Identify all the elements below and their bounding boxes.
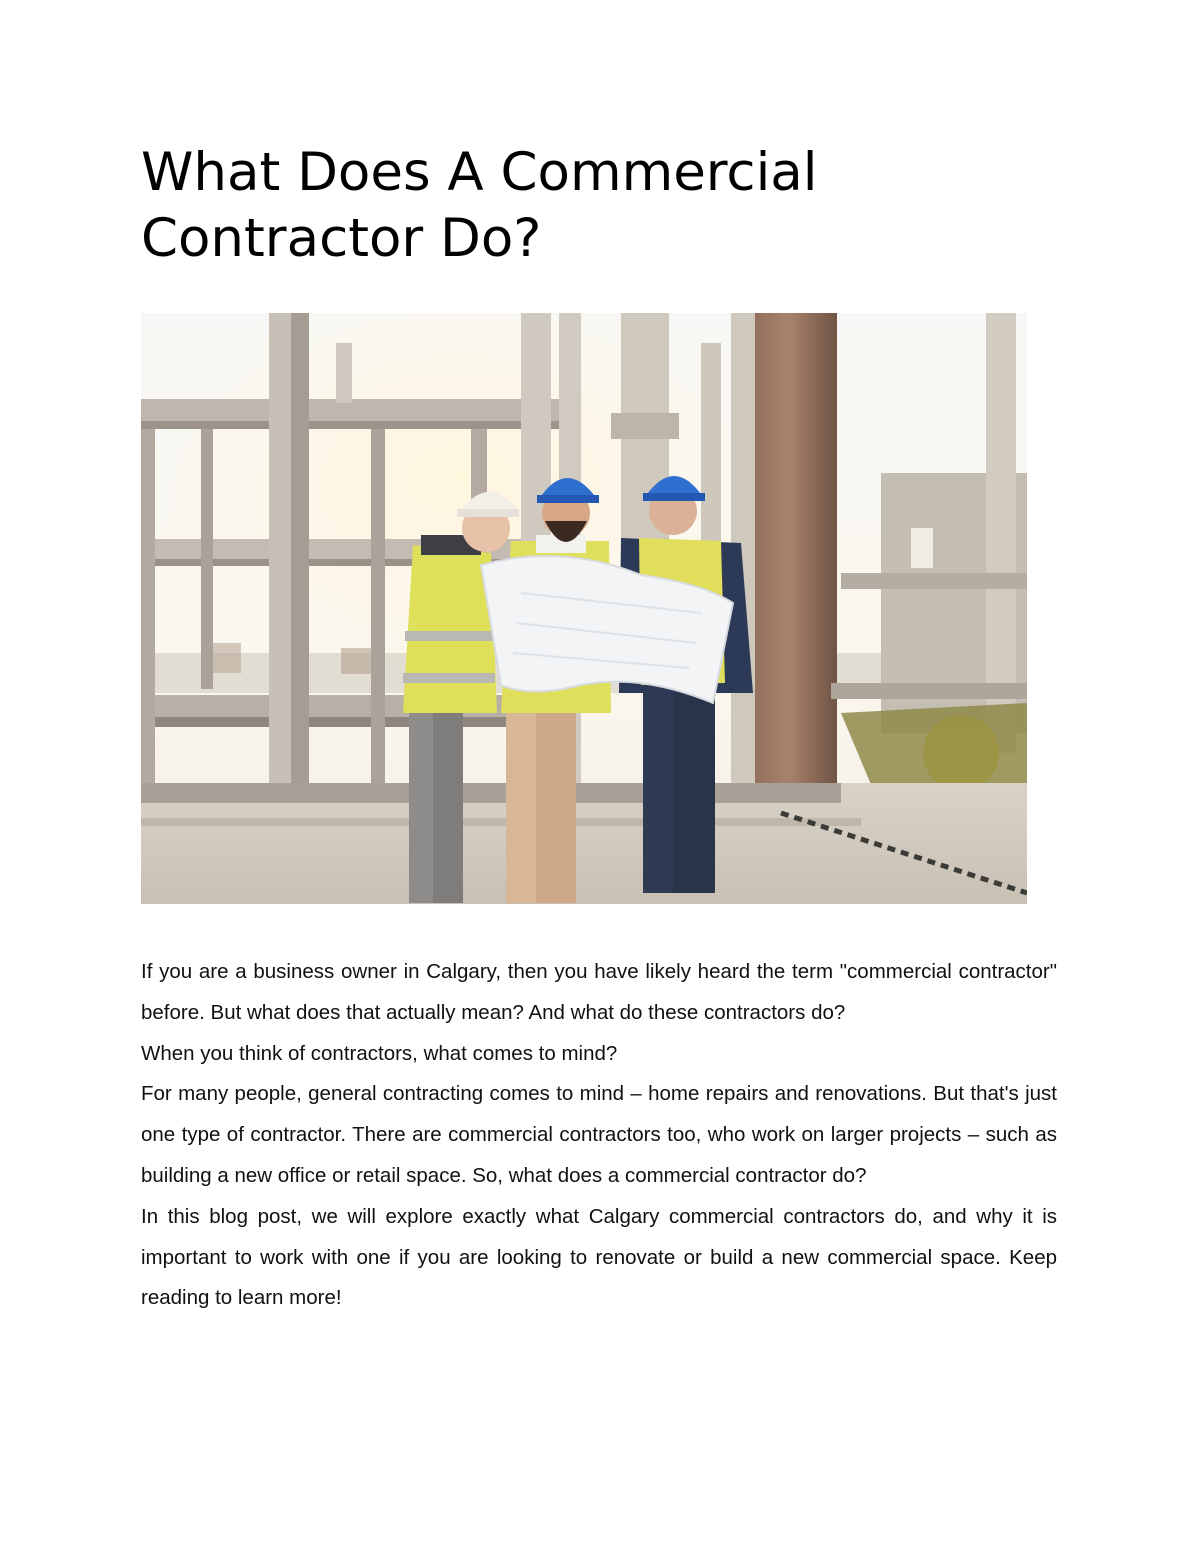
page-title: What Does A Commercial Contractor Do? <box>141 142 818 269</box>
paragraph-question: When you think of contractors, what comes to mind? <box>141 1041 618 1065</box>
construction-workers-photo-icon <box>141 313 1027 904</box>
paragraph-blog-explore: In this blog post, we will explore exactly what Calgary commercial contractors do, and why it is important to work with one if you are looking to renovate or build a new commercial space. Keep reading to learn more! <box>141 1204 1057 1310</box>
construction-photo <box>141 313 1027 904</box>
article-body <box>141 952 1057 1319</box>
paragraph-intro: If you are a business owner in Calgary, then you have likely heard the term "commercial contractor" before. But what does that actually mean? And what do these contractors do? <box>141 960 1057 1024</box>
paragraph-general-contracting: For many people, general contracting comes to mind – home repairs and renovations. But that's just one type of contractor. There are commercial contractors too, who work on larger projects – such as building a new office or retail space. So, what does a commercial contractor do? <box>141 1082 1057 1187</box>
